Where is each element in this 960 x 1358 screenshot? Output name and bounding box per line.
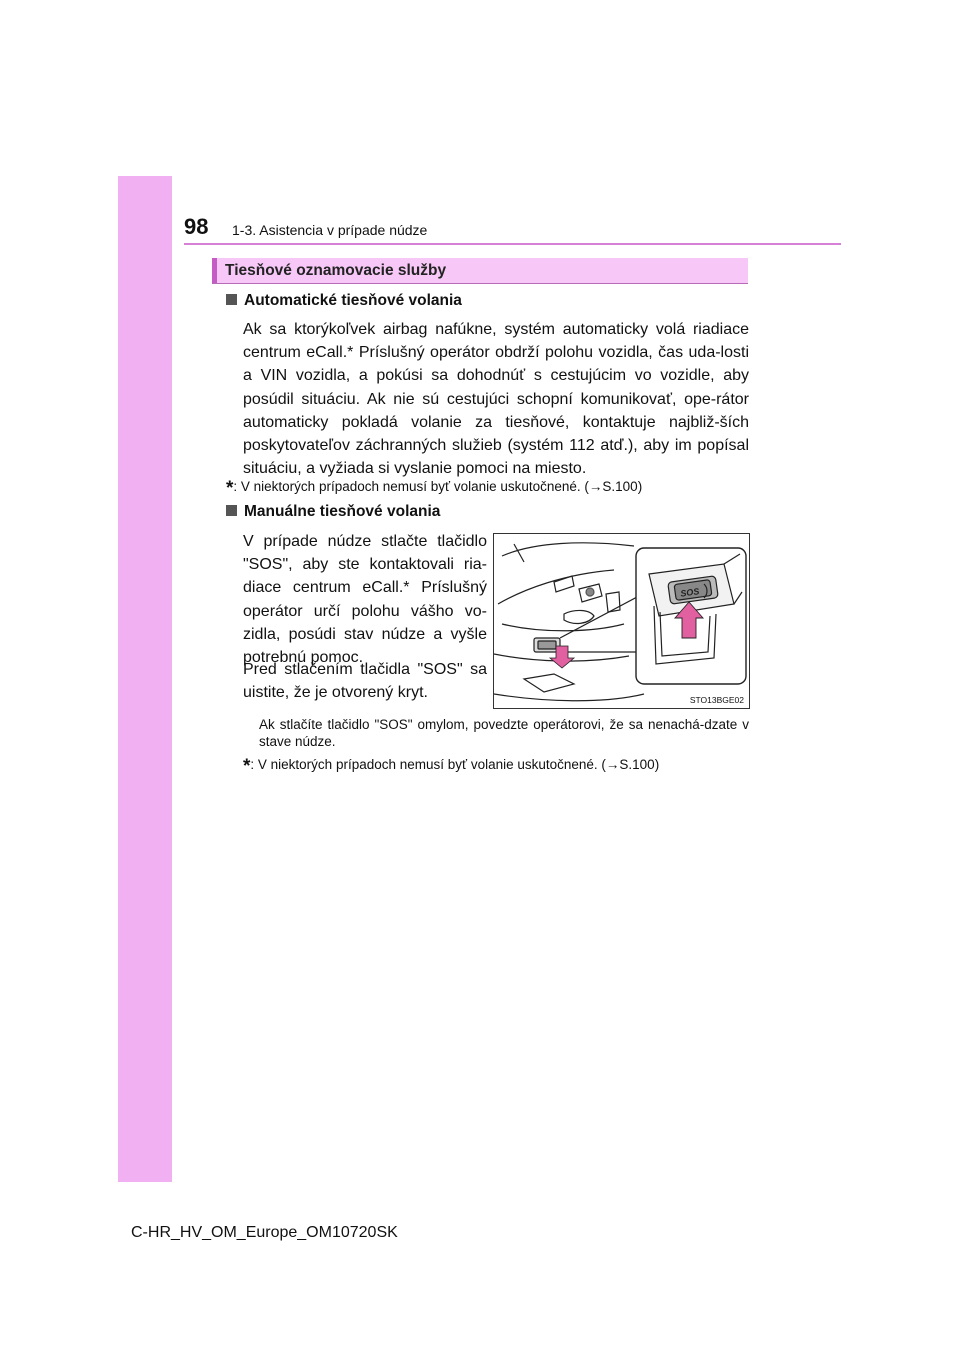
- manual-call-footnote: [243, 756, 659, 775]
- manual-call-footnote-text: : V niektorých prípadoch nemusí byť volanie uskutočnené. (→S.100): [250, 757, 660, 772]
- document-code-footer: C-HR_HV_OM_Europe_OM10720SK: [131, 1224, 398, 1241]
- square-bullet-icon: [226, 294, 237, 305]
- header-rule: [184, 243, 841, 245]
- manual-call-note: Ak stlačíte tlačidlo "SOS" omylom, povedzte operátorovi, že sa nenachá-dzate v stave núdze.: [259, 717, 749, 749]
- subheader-title: Tiesňové oznamovacie služby: [225, 262, 447, 279]
- subheader-accent-bar: [212, 258, 217, 283]
- manual-call-heading: [226, 503, 440, 521]
- section-title: 1-3. Asistencia v prípade núdze: [232, 222, 428, 238]
- square-bullet-icon: [226, 505, 237, 516]
- overhead-console-drawing: [494, 534, 750, 709]
- subheader-box: [212, 258, 748, 284]
- footnote-asterisk: *: [243, 756, 251, 777]
- auto-call-footnote: [226, 478, 642, 497]
- manual-call-body: V prípade núdze stlačte tlačidlo "SOS", aby ste kontaktovali ria-diace centrum eCall.* Príslušný operátor určí polohu vášho vo-zidla, posúdi stav núdze a vyšle potrebnú pomoc.: [243, 533, 487, 667]
- auto-call-heading-text: Automatické tiesňové volania: [244, 292, 462, 309]
- auto-call-heading: [226, 292, 462, 310]
- chapter-sidebar: [118, 176, 172, 1182]
- sos-label: SOS: [679, 586, 700, 599]
- sos-button-illustration: [493, 533, 750, 709]
- figure-code: STO13BGE02: [689, 695, 744, 705]
- page-number: 98: [184, 214, 209, 239]
- auto-call-footnote-text: : V niektorých prípadoch nemusí byť volanie uskutočnené. (→S.100): [233, 479, 643, 494]
- manual-call-heading-text: Manuálne tiesňové volania: [244, 503, 441, 520]
- auto-call-body: Ak sa ktorýkoľvek airbag nafúkne, systém automaticky volá riadiace centrum eCall.* Príslušný operátor obdrží polohu vozidla, čas uda-losti a VIN vozidla, a pokúsi sa dohodnúť s cestujúcim vo vozidle, aby posúdil situáciu. Ak nie sú cestujúci schopní komunikovať, ope-rátor automaticky pokladá volanie za tiesňové, kontaktuje najbliž-ších poskytovateľov záchranných služieb (systém 112 atď.), aby im popísal situáciu, a vyžiada si vyslanie pomoci na miesto.: [243, 321, 749, 478]
- footnote-asterisk: *: [226, 478, 234, 499]
- manual-call-body-cover: Pred stlačením tlačidla "SOS" sa uistite, že je otvorený kryt.: [243, 661, 487, 702]
